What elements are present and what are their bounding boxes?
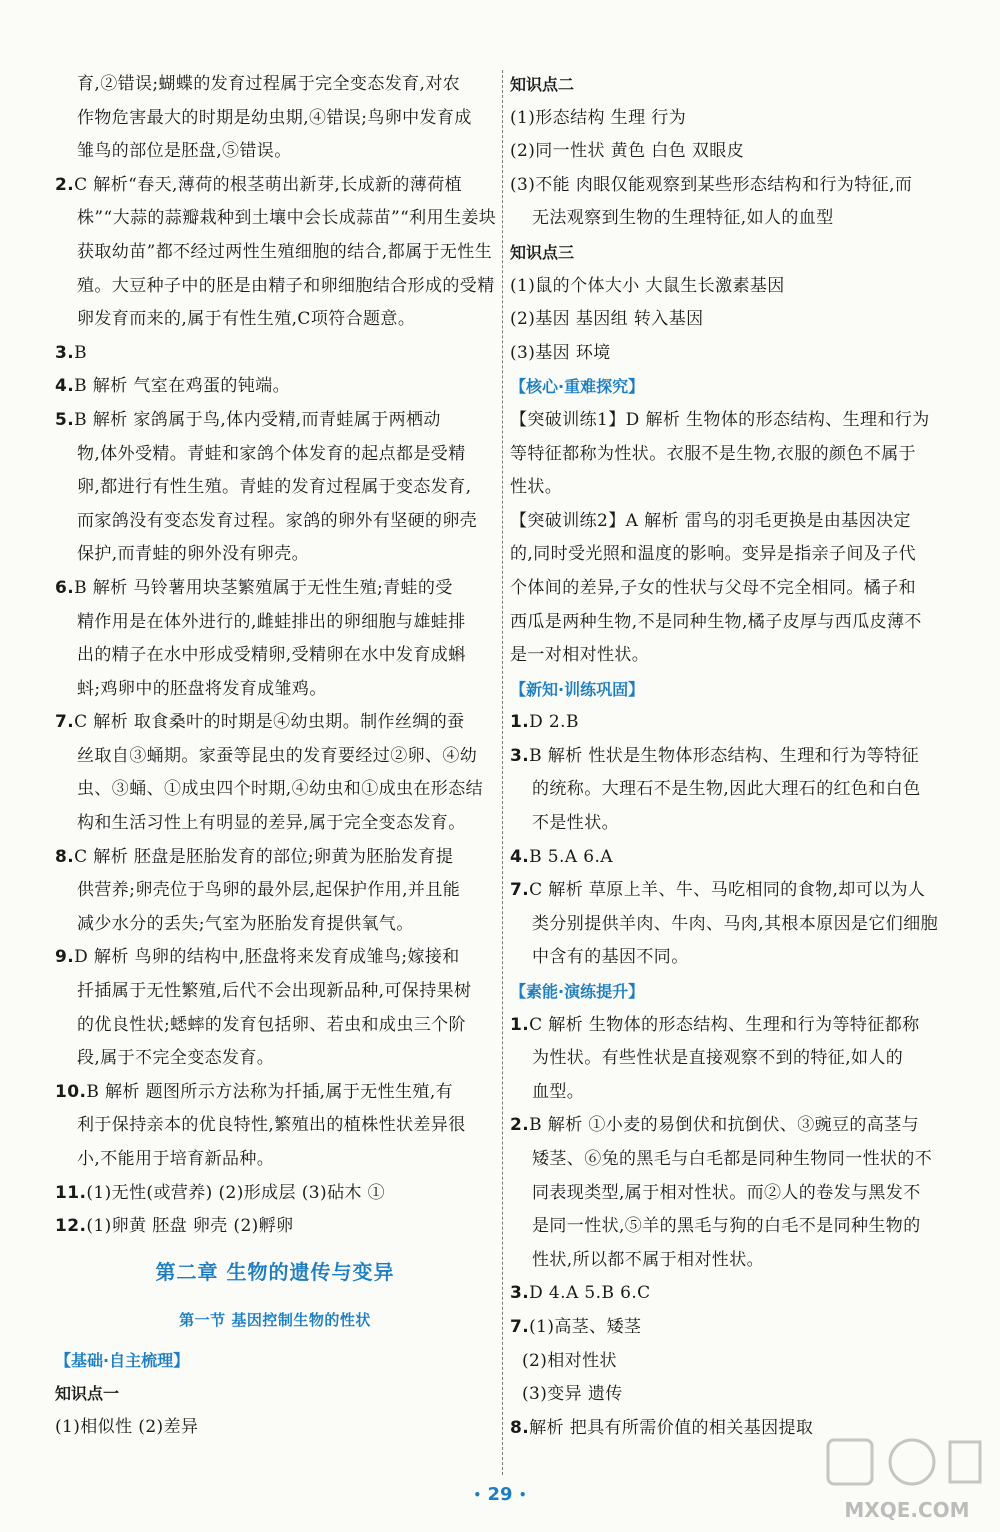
line-text: B 解析 家鸽属于鸟,体内受精,而青蛙属于两栖动 (74, 409, 441, 430)
text-line (55, 1177, 495, 1211)
text-line (510, 135, 950, 169)
text-line (55, 404, 495, 438)
line-text: 而家鸽没有变态发育过程。家鸽的卵外有坚硬的卵壳 (77, 510, 478, 531)
text-line (510, 1311, 950, 1345)
line-text: 构和生活习性上有明显的差异,属于完全变态发育。 (77, 813, 466, 834)
text-line (55, 1042, 495, 1076)
line-text: 保护,而青蛙的卵外没有卵壳。 (77, 544, 310, 565)
text-line (55, 471, 495, 505)
text-line (55, 841, 495, 875)
line-text: 【基础·自主梳理】 (55, 1350, 190, 1370)
watermark-logo (820, 1432, 995, 1527)
text-line (510, 1143, 950, 1177)
line-text: 中含有的基因不同。 (532, 947, 689, 968)
line-text: 等特征都称为性状。衣服不是生物,衣服的颜色不属于 (510, 443, 917, 464)
text-line (510, 337, 950, 371)
text-line (510, 1109, 950, 1143)
text-line (55, 1210, 495, 1244)
line-text: 【突破训练2】A 解析 雷鸟的羽毛更换是由基因决定 (510, 510, 911, 531)
text-line (55, 1076, 495, 1110)
chapter-title (55, 1248, 495, 1296)
line-text: 殖。大豆种子中的胚是由精子和卵细胞结合形成的受精 (77, 275, 495, 296)
column-divider (502, 70, 503, 1475)
text-line (510, 1378, 950, 1412)
left-column (55, 68, 495, 1445)
text-line (55, 303, 495, 337)
line-text: 蚪;鸡卵中的胚盘将发育成雏鸡。 (77, 678, 327, 699)
line-text: (1)高茎、矮茎 (529, 1316, 642, 1337)
text-line (510, 706, 950, 740)
text-line (55, 606, 495, 640)
text-line (510, 740, 950, 774)
line-text: 性状,所以都不属于相对性状。 (532, 1249, 765, 1270)
text-line (510, 606, 950, 640)
text-line (55, 68, 495, 102)
line-text: (1)无性(或营养) (2)形成层 (3)砧木 ① (86, 1182, 386, 1203)
knowledge-point-label (55, 1377, 495, 1411)
text-line (55, 740, 495, 774)
text-line (510, 1177, 950, 1211)
question-number: 3. (55, 342, 75, 363)
text-line (510, 572, 950, 606)
text-line (55, 337, 495, 371)
line-text: 知识点三 (510, 242, 575, 262)
text-line (510, 773, 950, 807)
text-line (510, 874, 950, 908)
text-line (510, 1076, 950, 1110)
text-line (510, 1042, 950, 1076)
text-line (55, 673, 495, 707)
text-line (510, 1277, 950, 1311)
text-line (55, 639, 495, 673)
text-line (510, 841, 950, 875)
knowledge-point-label (510, 236, 950, 270)
question-number: 1. (510, 1014, 530, 1035)
text-line (510, 102, 950, 136)
line-text: 获取幼苗”都不经过两性生殖细胞的结合,都属于无性生 (77, 241, 493, 262)
line-text: 西瓜是两种生物,不是同种生物,橘子皮厚与西瓜皮薄不 (510, 611, 922, 632)
text-line (55, 975, 495, 1009)
line-text: 作物危害最大的时期是幼虫期,④错误;鸟卵中发育成 (77, 107, 472, 128)
text-line (55, 270, 495, 304)
line-text: 知识点二 (510, 75, 575, 94)
text-line (55, 1009, 495, 1043)
line-text: 精作用是在体外进行的,雌蛙排出的卵细胞与雄蛙排 (77, 611, 466, 632)
line-text: 物,体外受精。青蛙和家鸽个体发育的起点都是受精 (77, 443, 466, 464)
text-line (510, 538, 950, 572)
knowledge-point-label (510, 68, 950, 102)
question-number: 8. (55, 846, 75, 867)
line-text: 育,②错误;蝴蝶的发育过程属于完全变态发育,对农 (77, 74, 461, 94)
line-text: B 解析 性状是生物体形态结构、生理和行为等特征 (529, 745, 919, 766)
line-text: 小,不能用于培育新品种。 (77, 1149, 275, 1169)
question-number: 2. (55, 174, 75, 195)
text-line (55, 169, 495, 203)
line-text: 【核心·重难探究】 (510, 377, 645, 397)
text-line (55, 102, 495, 136)
right-column (510, 68, 950, 1445)
line-text: 卵,都进行有性生殖。青蛙的发育过程属于变态发育, (77, 477, 472, 498)
line-text: (3)变异 遗传 (522, 1384, 623, 1405)
text-line (55, 572, 495, 606)
text-line (55, 236, 495, 270)
text-line (510, 941, 950, 975)
line-text: B 解析 马铃薯用块茎繁殖属于无性生殖;青蛙的受 (74, 577, 453, 598)
line-text: 【素能·演练提升】 (510, 982, 645, 1002)
line-text: C 解析 取食桑叶的时期是④幼虫期。制作丝绸的蚕 (74, 712, 465, 733)
question-number: 7. (55, 712, 75, 733)
line-text: B 解析 ①小麦的易倒伏和抗倒伏、③豌豆的高茎与 (529, 1115, 919, 1136)
text-line (55, 807, 495, 841)
text-line (510, 471, 950, 505)
line-text: 是同一性状,⑤羊的黑毛与狗的白毛不是同种生物的 (532, 1216, 921, 1237)
line-text: 知识点一 (55, 1384, 120, 1404)
line-text: 扦插属于无性繁殖,后代不会出现新品种,可保持果树 (77, 981, 472, 1002)
line-text: 无法观察到生物的生理特征,如人的血型 (532, 208, 834, 229)
line-text: (3)不能 肉眼仅能观察到某些形态结构和行为特征,而 (510, 174, 913, 195)
watermark-text: MXQE.COM (844, 1498, 970, 1522)
line-text: 为性状。有些性状是直接观察不到的特征,如人的 (532, 1048, 904, 1069)
line-text: (2)同一性状 黄色 白色 双眼皮 (510, 141, 745, 162)
text-line (510, 202, 950, 236)
text-line (510, 1345, 950, 1379)
page-number: • 29 • (473, 1484, 527, 1505)
line-text: (1)卵黄 胚盘 卵壳 (2)孵卵 (86, 1216, 294, 1237)
text-line (510, 404, 950, 438)
text-line (55, 908, 495, 942)
line-text: C 解析“春天,薄荷的根茎萌出新芽,长成新的薄荷植 (74, 174, 463, 195)
text-line (510, 270, 950, 304)
text-line (55, 1411, 495, 1445)
question-number: 7. (510, 1316, 530, 1337)
line-text: C 解析 草原上羊、牛、马吃相同的食物,却可以为人 (529, 880, 926, 901)
question-number: 12. (55, 1216, 87, 1237)
text-line (55, 706, 495, 740)
line-text: (1)相似性 (2)差异 (55, 1416, 199, 1437)
line-text: 虫、③蛹、①成虫四个时期,④幼虫和①成虫在形态结 (77, 779, 484, 800)
line-text: C 解析 胚盘是胚胎发育的部位;卵黄为胚胎发育提 (74, 846, 454, 867)
question-number: 1. (510, 712, 530, 733)
question-number: 4. (510, 846, 530, 867)
line-text: D 解析 鸟卵的结构中,胚盘将来发育成雏鸟;嫁接和 (74, 947, 460, 968)
text-line (55, 941, 495, 975)
section-heading (510, 975, 950, 1009)
line-text: 同表现类型,属于相对性状。而②人的卷发与黑发不 (532, 1182, 921, 1203)
text-line (55, 370, 495, 404)
line-text: (2)基因 基因组 转入基因 (510, 309, 704, 330)
line-text: B 解析 气室在鸡蛋的钝端。 (74, 376, 290, 397)
line-text: D 2.B (529, 712, 579, 733)
line-text: 的,同时受光照和温度的影响。变异是指亲子间及子代 (510, 544, 917, 565)
line-text: 的优良性状;蟋蟀的发育包括卵、若虫和成虫三个阶 (77, 1014, 466, 1035)
text-line (55, 1109, 495, 1143)
text-line (55, 135, 495, 169)
text-line (55, 438, 495, 472)
line-text: 解析 把具有所需价值的相关基因提取 (529, 1417, 814, 1438)
text-line (510, 908, 950, 942)
text-line (510, 1009, 950, 1043)
line-text: 【突破训练1】D 解析 生物体的形态结构、生理和行为 (510, 409, 930, 430)
question-number: 7. (510, 880, 530, 901)
text-line (510, 303, 950, 337)
section-heading (510, 673, 950, 707)
line-text: 减少水分的丢失;气室为胚胎发育提供氧气。 (77, 913, 414, 934)
line-text: 【新知·训练巩固】 (510, 679, 645, 699)
text-line (510, 639, 950, 673)
text-line (55, 202, 495, 236)
question-number: 9. (55, 947, 75, 968)
question-number: 5. (55, 409, 75, 430)
line-text: 是一对相对性状。 (510, 645, 650, 666)
text-line (510, 169, 950, 203)
line-text: (1)形态结构 生理 行为 (510, 107, 687, 128)
line-text: (2)相对性状 (522, 1350, 617, 1371)
line-text: B 5.A 6.A (529, 846, 613, 867)
line-text: 性状。 (510, 477, 563, 498)
line-text: (3)基因 环境 (510, 342, 611, 363)
line-text: 的统称。大理石不是生物,因此大理石的红色和白色 (532, 779, 921, 800)
question-number: 6. (55, 577, 75, 598)
line-text: 矮茎、⑥兔的黑毛与白毛都是同种生物同一性状的不 (532, 1149, 933, 1169)
line-text: 血型。 (532, 1081, 585, 1102)
question-number: 3. (510, 1283, 530, 1304)
line-text: D 4.A 5.B 6.C (529, 1283, 651, 1304)
line-text: 利于保持亲本的优良特性,繁殖出的植株性状差异很 (77, 1115, 466, 1136)
line-text: B 解析 题图所示方法称为扦插,属于无性生殖,有 (86, 1081, 454, 1102)
text-line (510, 438, 950, 472)
text-line (55, 1143, 495, 1177)
text-line (510, 505, 950, 539)
section-heading (510, 370, 950, 404)
line-text: 丝取自③蛹期。家蚕等昆虫的发育要经过②卵、④幼 (77, 745, 478, 766)
question-number: 2. (510, 1115, 530, 1136)
line-text: 出的精子在水中形成受精卵,受精卵在水中发育成蝌 (77, 645, 466, 666)
line-text: B (74, 342, 87, 363)
section-title (55, 1296, 495, 1344)
question-number: 3. (510, 745, 530, 766)
text-line (55, 505, 495, 539)
line-text: 类分别提供羊肉、牛肉、马肉,其根本原因是它们细胞 (532, 913, 939, 934)
text-line (510, 807, 950, 841)
text-line (55, 773, 495, 807)
section-heading (55, 1344, 495, 1378)
line-text: 不是性状。 (532, 813, 619, 834)
line-text: C 解析 生物体的形态结构、生理和行为等特征都称 (529, 1014, 920, 1035)
line-text: (1)鼠的个体大小 大鼠生长激素基因 (510, 275, 785, 296)
line-text: 第一节 基因控制生物的性状 (179, 1310, 371, 1329)
question-number: 8. (510, 1417, 530, 1438)
question-number: 11. (55, 1182, 87, 1203)
line-text: 株”“大蒜的蒜瓣栽种到土壤中会长成蒜苗”“利用生姜块 (77, 208, 497, 229)
text-line (510, 1210, 950, 1244)
text-line (55, 538, 495, 572)
text-line (55, 874, 495, 908)
question-number: 10. (55, 1081, 87, 1102)
question-number: 4. (55, 376, 75, 397)
line-text: 卵发育而来的,属于有性生殖,C项符合题意。 (77, 309, 416, 330)
line-text: 供营养;卵壳位于鸟卵的最外层,起保护作用,并且能 (77, 880, 461, 901)
line-text: 雏鸟的部位是胚盘,⑤错误。 (77, 141, 292, 162)
text-line (510, 1244, 950, 1278)
line-text: 第二章 生物的遗传与变异 (155, 1259, 395, 1284)
line-text: 个体间的差异,子女的性状与父母不完全相同。橘子和 (510, 577, 917, 598)
line-text: 段,属于不完全变态发育。 (77, 1048, 275, 1069)
